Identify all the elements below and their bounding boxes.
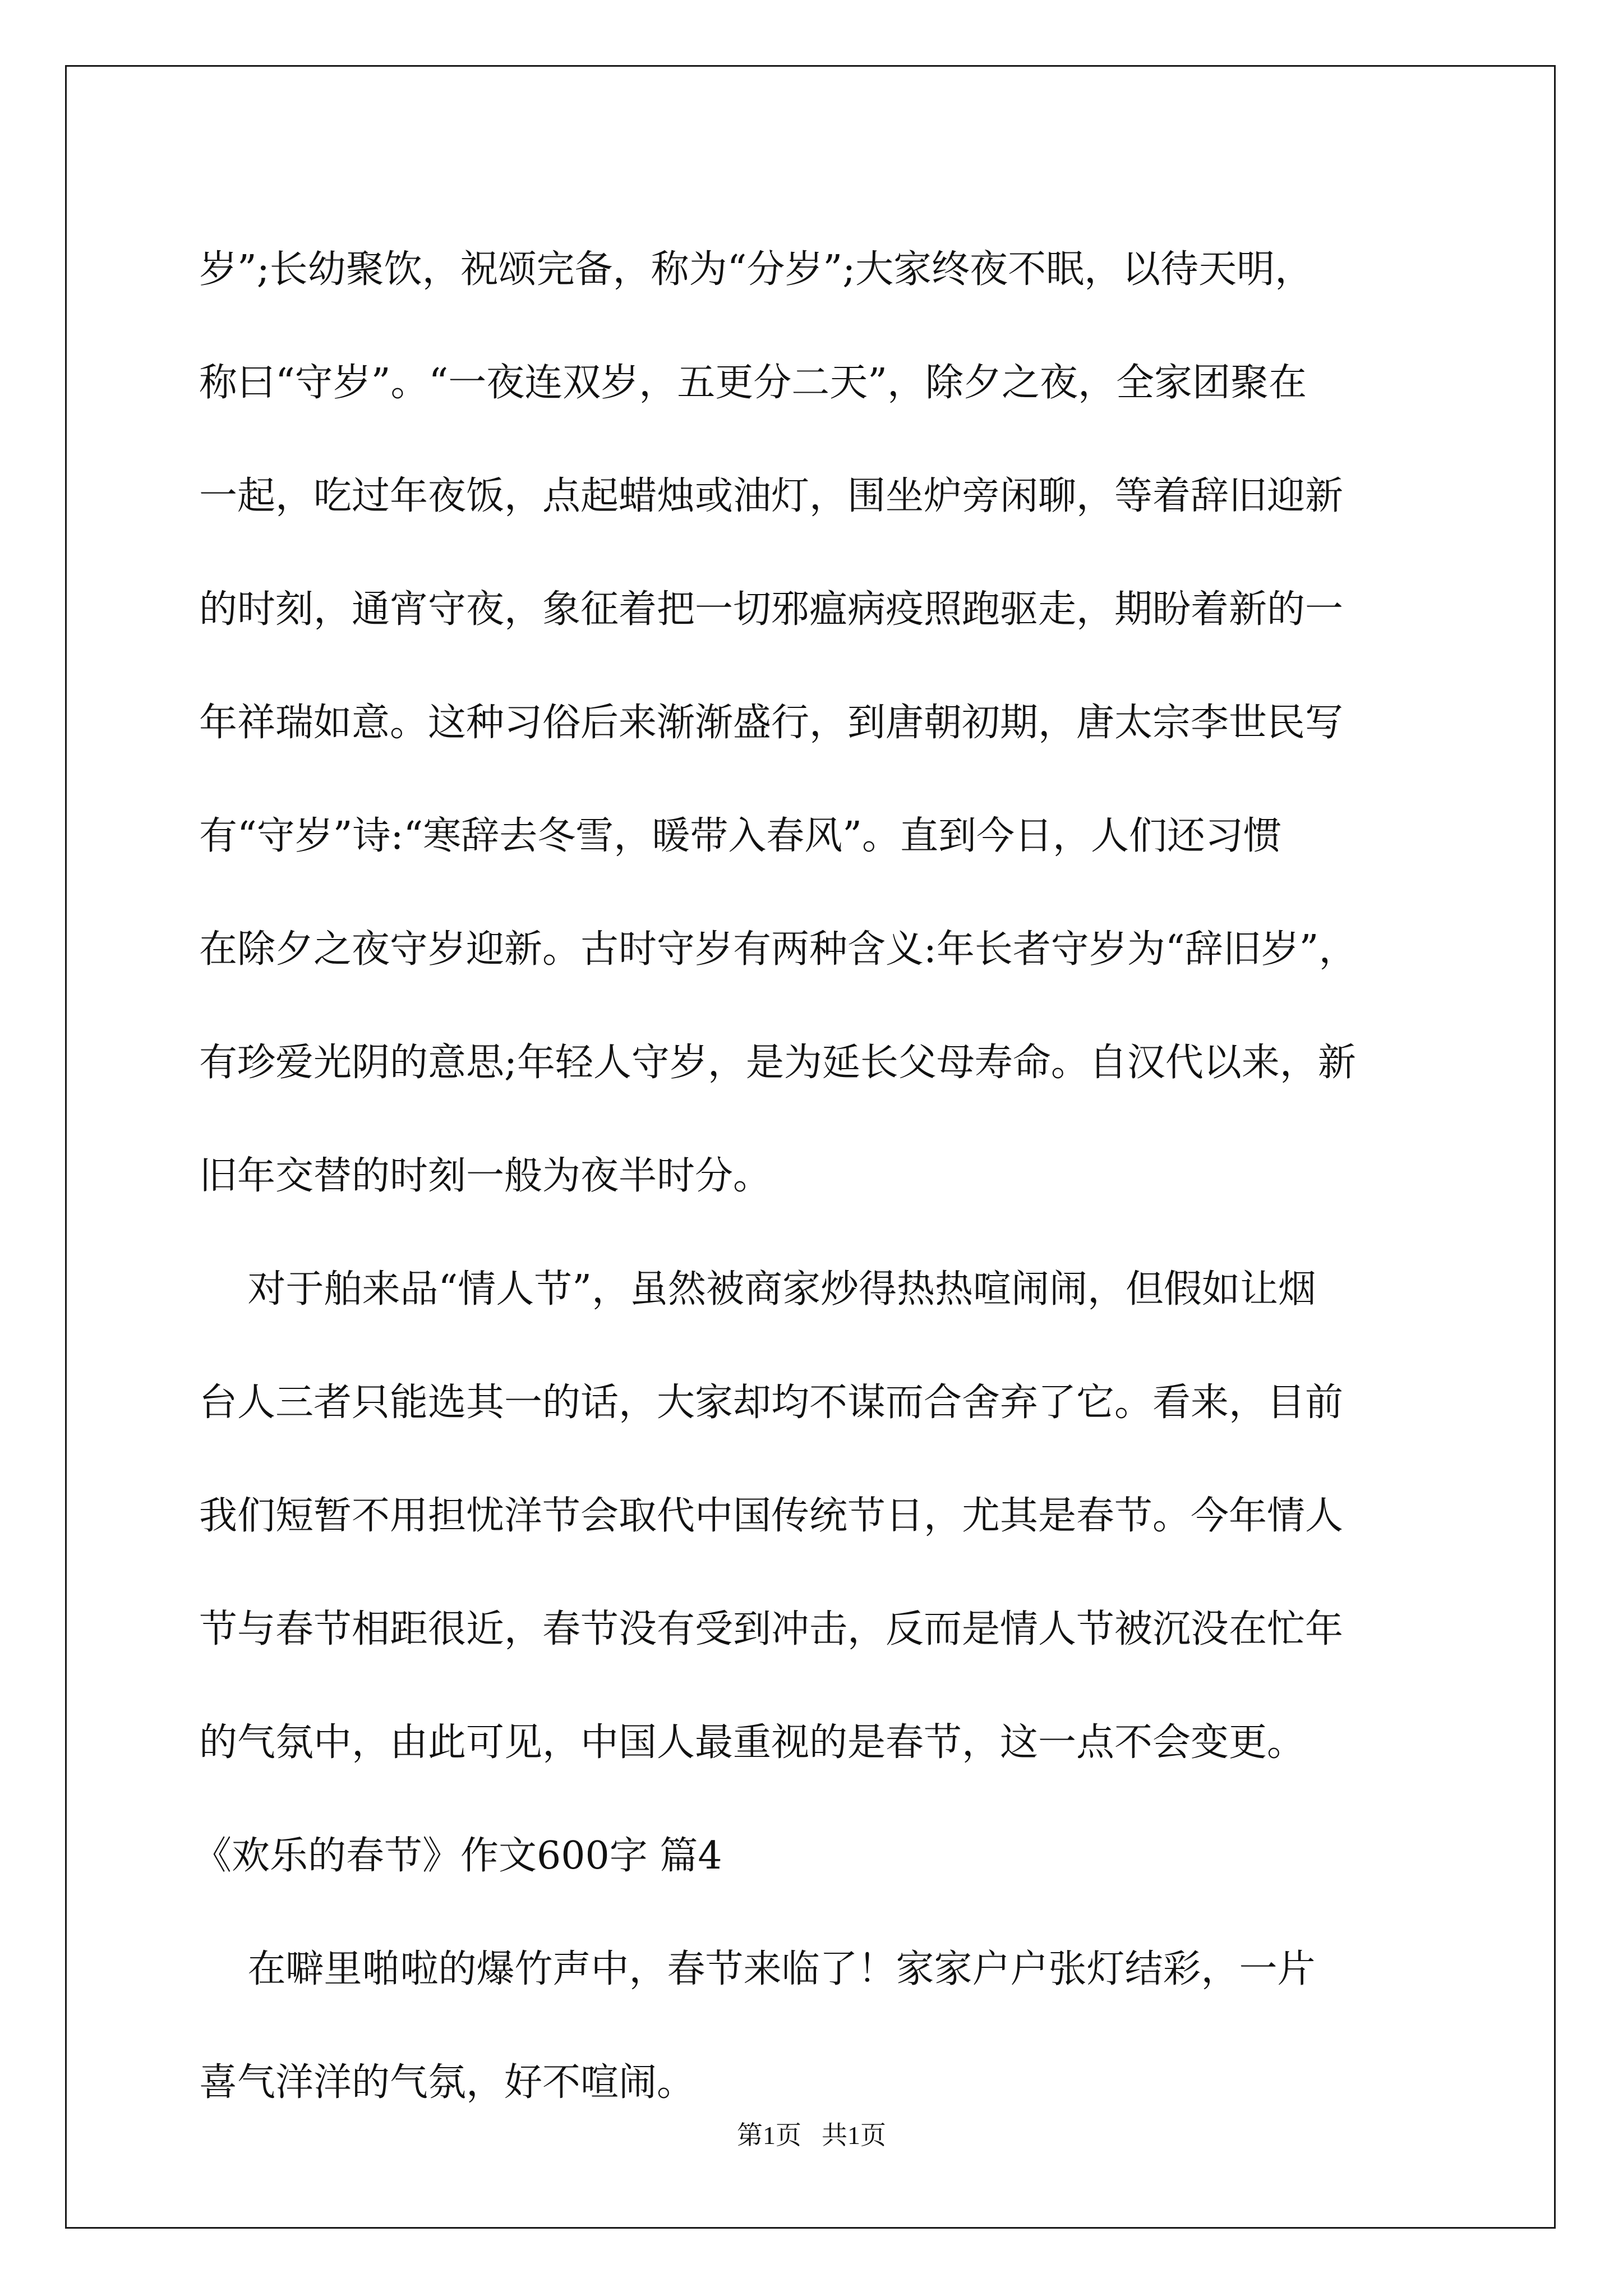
text-line-17: 喜气洋洋的气氛，好不喧闹。 — [199, 2060, 695, 2105]
page-total: 共1页 — [822, 2121, 886, 2150]
text-line-14: 的气氛中，由此可见，中国人最重视的是春节，这一点不会变更。 — [199, 1720, 1306, 1765]
page-number: 第1页 — [737, 2121, 801, 2150]
text-line-3: 一起，吃过年夜饭，点起蜡烛或油灯，围坐炉旁闲聊，等着辞旧迎新 — [199, 474, 1344, 518]
document-body — [193, 213, 1461, 2139]
text-line-4: 的时刻，通宵守夜，象征着把一切邪瘟病疫照跑驱走，期盼着新的一 — [199, 587, 1344, 632]
text-line-8: 有珍爱光阴的意思;年轻人守岁，是为延长父母寿命。自汉代以来，新 — [199, 1041, 1356, 1085]
text-line-6: 有“守岁”诗:“寒辞去冬雪，暖带入春风”。直到今日，人们还习惯 — [199, 814, 1281, 858]
page-footer — [0, 2115, 1623, 2152]
text-line-9: 旧年交替的时刻一般为夜半时分。 — [199, 1154, 772, 1198]
text-line-1: 岁”;长幼聚饮，祝颂完备，称为“分岁”;大家终夜不眠，以待天明， — [199, 247, 1313, 292]
text-line-5: 年祥瑞如意。这种习俗后来渐渐盛行，到唐朝初期，唐太宗李世民写 — [199, 701, 1344, 745]
text-line-7: 在除夕之夜守岁迎新。古时守岁有两种含义:年长者守岁为“辞旧岁”， — [199, 927, 1357, 972]
text-line-11: 台人三者只能选其一的话，大家却均不谋而合舍弃了它。看来，目前 — [199, 1381, 1344, 1425]
text-line-12: 我们短暂不用担忧洋节会取代中国传统节日，尤其是春节。今年情人 — [199, 1494, 1344, 1538]
text-line-10: 对于舶来品“情人节”，虽然被商家炒得热热喧闹闹，但假如让烟 — [199, 1267, 1316, 1312]
section-heading: 《欢乐的春节》作文600字 篇4 — [193, 1834, 722, 1878]
text-line-2: 称曰“守岁”。“一夜连双岁，五更分二天”，除夕之夜，全家团聚在 — [199, 361, 1307, 405]
text-line-13: 节与春节相距很近，春节没有受到冲击，反而是情人节被沉没在忙年 — [199, 1607, 1344, 1651]
text-line-16: 在噼里啪啦的爆竹声中，春节来临了！家家户户张灯结彩，一片 — [199, 1947, 1316, 1991]
